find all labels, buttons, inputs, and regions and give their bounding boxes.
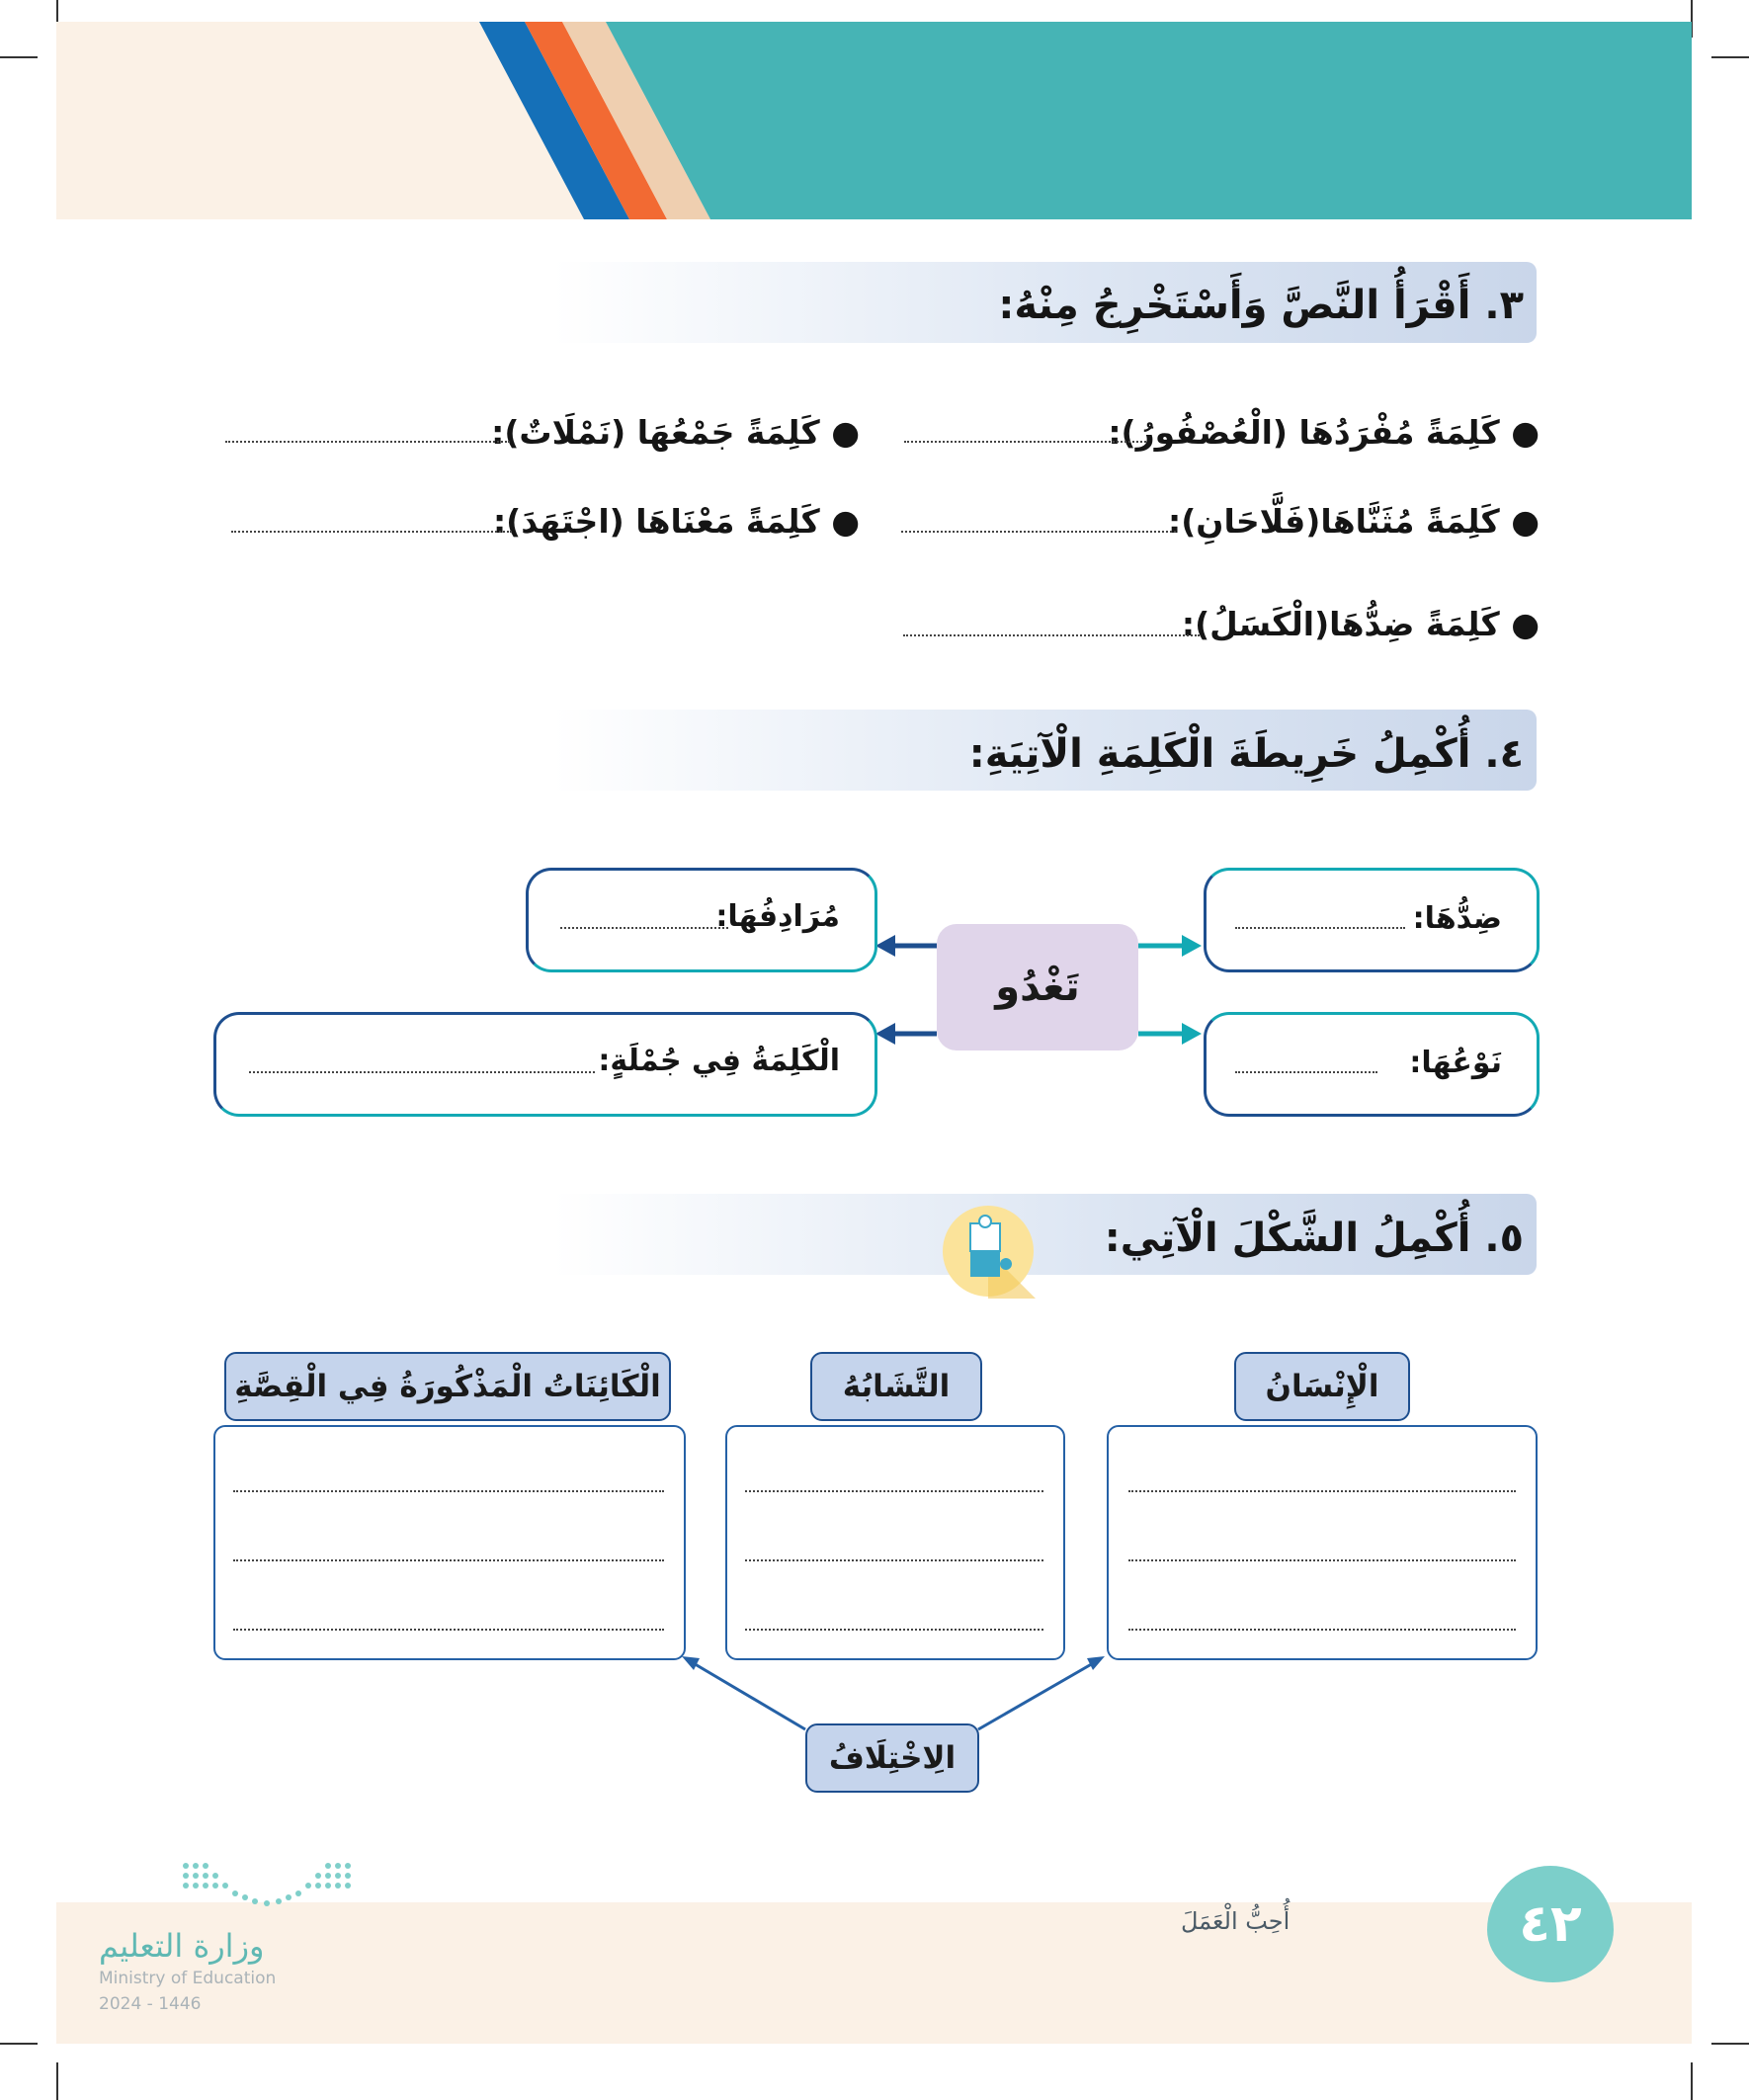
- difference-label: الِاخْتِلَافُ: [805, 1723, 979, 1793]
- crop-mark: [56, 2062, 58, 2100]
- column-header-creatures: الْكَائِنَاتُ الْمَذْكُورَةُ فِي الْقِصَّةِ: [224, 1352, 671, 1421]
- arrow-to-human-box: [978, 1656, 1105, 1729]
- column-header-similarity: التَّشَابُهُ: [810, 1352, 982, 1421]
- ministry-name-ar: وزارة التعليم: [99, 1927, 265, 1965]
- bullet-icon: ●: [819, 413, 860, 452]
- section3-item-label: كَلِمَةً ضِدُّهَا(الْكَسَلُ):: [1181, 605, 1500, 643]
- edition-year: 2024 - 1446: [99, 1994, 202, 2014]
- section3-title: ٣. أَقْرَأُ النَّصَّ وَأَسْتَخْرِجُ مِنْهُ:: [998, 283, 1524, 328]
- footer-slogan: أُحِبُّ الْعَمَلَ: [1181, 1907, 1291, 1935]
- bullet-icon: ●: [819, 502, 860, 541]
- section3-item-label: كَلِمَةً مُثَنَّاهَا(فَلَّاحَانِ):: [1168, 502, 1500, 541]
- footer-band: [56, 1902, 1692, 2044]
- antonym-label: ضِدُّهَا:: [1412, 901, 1502, 936]
- crop-mark: [0, 2043, 38, 2045]
- bullet-icon: ●: [1499, 605, 1540, 643]
- column-header-human: الْإِنْسَانُ: [1234, 1352, 1410, 1421]
- section5-title: ٥. أُكْمِلُ الشَّكْلَ الْآتِي:: [1104, 1216, 1524, 1261]
- section3-item-label: كَلِمَةً جَمْعُهَا (نَمْلَاتٌ):: [491, 413, 820, 452]
- section3-item-label: كَلِمَةً مَعْنَاهَا (اجْتَهَدَ):: [492, 502, 820, 541]
- crop-mark: [1711, 2043, 1749, 2045]
- arrow-to-creatures-box: [682, 1656, 805, 1729]
- sentence-label: الْكَلِمَةُ فِي جُمْلَةٍ:: [598, 1044, 840, 1078]
- synonym-label: مُرَادِفُهَا:: [715, 899, 840, 934]
- type-label: نَوْعُهَا:: [1409, 1046, 1502, 1080]
- bullet-icon: ●: [1499, 502, 1540, 541]
- section4-title: ٤. أُكْمِلُ خَرِيطَةَ الْكَلِمَةِ الْآتِيَةِ:: [968, 731, 1524, 777]
- crop-mark: [1691, 2062, 1693, 2100]
- page-number: ٤٢: [1487, 1866, 1614, 1982]
- bullet-icon: ●: [1499, 413, 1540, 452]
- center-word: تَغْدُو: [937, 924, 1138, 1050]
- ministry-name-en: Ministry of Education: [99, 1969, 277, 1988]
- ministry-logo-icon: [180, 1860, 354, 1909]
- section3-item-label: كَلِمَةً مُفْرَدُهَا (الْعُصْفُورُ):: [1108, 413, 1500, 452]
